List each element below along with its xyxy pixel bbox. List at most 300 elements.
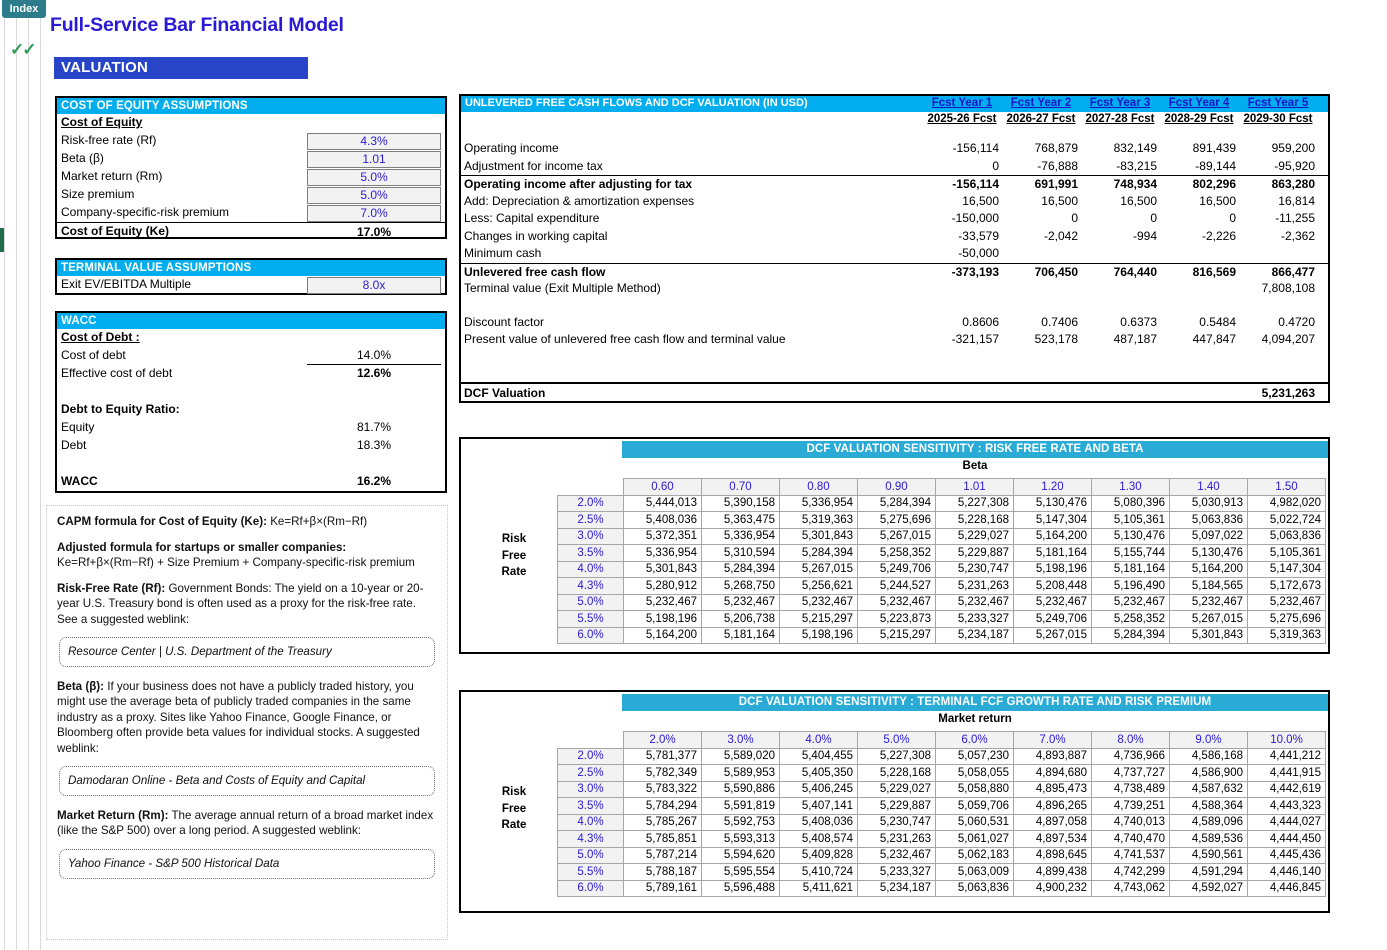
page-title: Full-Service Bar Financial Model [50,14,344,36]
row-label: Terminal value (Exit Multiple Method) [464,281,661,295]
row-label: Market return (Rm) [61,169,163,183]
cell-value: -95,920 [1274,158,1315,173]
row-header[interactable]: 5.5% [558,611,624,628]
cell-value: 5,208,448 [1014,578,1092,595]
cell-value: 0.8606 [962,314,999,329]
cell-value: 5,232,467 [1248,594,1326,611]
cell-value: -321,157 [951,332,999,346]
cell-value: 5,284,394 [780,545,858,562]
row-label: Changes in working capital [464,228,608,243]
cell-value: 4,982,020 [1248,495,1326,512]
column-header[interactable]: 9.0% [1170,732,1248,749]
sheet-grid-line [40,18,41,950]
table-row [558,594,1326,611]
cell-value: 5,181,164 [1014,545,1092,562]
column-header[interactable]: 0.90 [858,479,936,496]
cell-value: 691,991 [1034,177,1078,191]
cell-value: 4,589,096 [1170,814,1248,831]
cell-value: 866,477 [1271,264,1315,279]
cell-value: 5,227,308 [936,495,1014,512]
column-header[interactable]: 0.70 [702,479,780,496]
cell-value: 5,284,394 [702,561,780,578]
cell-value: 5,097,022 [1170,528,1248,545]
cell-value: 4,897,534 [1014,831,1092,848]
cell-value: -150,000 [951,211,999,225]
row-label: Present value of unlevered free cash flow and terminal value [464,332,786,346]
row-label: Operating income [464,141,559,155]
table-header-row [558,479,1326,496]
cell-value: 5,223,873 [858,611,936,628]
dcf-year-header-3: Fcst Year 3 [1089,97,1151,109]
debt-to-equity-title: Debt to Equity Ratio: [61,402,180,416]
cell-value: 5,336,954 [780,495,858,512]
column-header[interactable]: 3.0% [702,732,780,749]
cell-value: -2,226 [1201,228,1236,243]
dcf-year-header-5: Fcst Year 5 [1247,97,1309,109]
cell-value: 5,022,724 [1248,512,1326,529]
sensitivity-1-column-axis-label: Beta [962,460,988,472]
cell-value: 4,590,561 [1170,847,1248,864]
column-header[interactable]: 6.0% [936,732,1014,749]
cell-value: -50,000 [958,246,999,260]
table-row [558,561,1326,578]
dcf-valuation-total-row [461,382,1328,401]
cell-value: 5,406,245 [780,781,858,798]
cell-value: 16,500 [1041,193,1078,208]
table-row [558,814,1326,831]
capm-formula-label: CAPM formula for Cost of Equity (Ke): [57,515,267,528]
cell-value: 5,258,352 [858,545,936,562]
cell-value: 768,879 [1034,141,1078,155]
cell-value: 5,058,880 [936,781,1014,798]
table-row [57,365,445,383]
cell-value: 5,147,304 [1248,561,1326,578]
cell-value: 5,788,187 [624,864,702,881]
cell-value: 16,500 [1120,193,1157,208]
cell-value: 4,738,489 [1092,781,1170,798]
cell-value: 4,444,450 [1248,831,1326,848]
cell-value: 5,215,297 [858,627,936,644]
cell-value: 0.4720 [1278,314,1315,329]
table-row [461,210,1328,228]
table-row [558,765,1326,782]
column-header[interactable]: 1.01 [936,479,1014,496]
cell-value: 4,444,027 [1248,814,1326,831]
table-row [558,798,1326,815]
row-header[interactable]: 5.5% [558,864,624,881]
treasury-weblink[interactable]: Resource Center | U.S. Department of the Treasury [59,637,435,667]
cost-of-debt-title-row [57,329,445,347]
table-row [57,150,445,168]
cell-value: 5,405,350 [780,765,858,782]
cell-value: -373,193 [951,264,999,279]
beta-label: Beta (β): [57,679,105,693]
dcf-valuation-total: 5,231,263 [1261,386,1315,400]
cost-of-equity-subhead: Cost of Equity [61,115,143,129]
cell-value: 5,172,673 [1248,578,1326,595]
sensitivity-1-grid [557,478,1326,644]
row-header[interactable]: 2.5% [558,765,624,782]
cell-value: 4,899,438 [1014,864,1092,881]
cell-value: 0.5484 [1199,314,1236,329]
cell-value: 487,187 [1113,332,1157,346]
dcf-year-subheader-5: 2029-30 Fcst [1243,113,1313,125]
table-row [57,473,445,491]
dcf-year-header-1: Fcst Year 1 [931,97,993,109]
table-row [461,245,1328,263]
cost-of-equity-header: COST OF EQUITY ASSUMPTIONS [57,98,445,114]
table-row [558,578,1326,595]
column-header[interactable]: 10.0% [1248,732,1326,749]
row-header[interactable]: 5.0% [558,594,624,611]
cell-value: -156,114 [952,177,999,191]
cell-value: 4,893,887 [1014,748,1092,765]
cell-value: 5,408,036 [780,814,858,831]
cell-value: 5,080,396 [1092,495,1170,512]
cell-value: 5,310,594 [702,545,780,562]
table-row [558,847,1326,864]
cell-value: 5,593,313 [702,831,780,848]
grid-corner [558,479,624,496]
cell-value: 5,234,187 [936,627,1014,644]
table-row [57,168,445,186]
adjusted-formula-label: Adjusted formula for startups or smaller companies: [57,540,347,554]
cell-value: 5,284,394 [858,495,936,512]
cell-value: 5,198,196 [624,611,702,628]
spacer-row [57,455,445,473]
cell-value: 5,404,455 [780,748,858,765]
row-label: DCF Valuation [464,386,546,400]
cell-value: 4,441,212 [1248,748,1326,765]
dcf-year-header-2: Fcst Year 2 [1010,97,1072,109]
cell-value: -89,144 [1195,158,1236,173]
cell-value: 5,181,164 [1092,561,1170,578]
capm-formula-text: Ke=Rf+β×(Rm−Rf) [270,515,368,528]
terminal-value-panel [55,258,447,295]
cell-value: -76,888 [1037,158,1078,173]
table-row [558,512,1326,529]
cell-value: 5,233,327 [936,611,1014,628]
cell-value: 5,198,196 [780,627,858,644]
row-header[interactable]: 3.5% [558,798,624,815]
cell-value: 5,319,363 [1248,627,1326,644]
table-row [57,347,445,365]
cell-value: 5,229,027 [936,528,1014,545]
row-header[interactable]: 2.0% [558,495,624,512]
row-header[interactable]: 4.3% [558,578,624,595]
cell-value: 5,230,747 [936,561,1014,578]
cell-value: 4,898,645 [1014,847,1092,864]
cell-value: 4,894,680 [1014,765,1092,782]
column-header[interactable]: 5.0% [858,732,936,749]
axis-label-line: Rate [501,819,527,831]
dcf-table-header [461,96,1328,112]
dcf-table-title: UNLEVERED FREE CASH FLOWS AND DCF VALUATION (IN USD) [465,97,808,109]
table-row [558,627,1326,644]
table-row [558,528,1326,545]
cell-value: 4,741,537 [1092,847,1170,864]
capm-notes-panel [46,505,448,940]
cell-value: 0.6373 [1120,314,1157,329]
cell-value: 4,592,027 [1170,880,1248,897]
cell-value: 0.7406 [1041,314,1078,329]
cell-value: 5,232,467 [624,594,702,611]
row-header[interactable]: 4.3% [558,831,624,848]
cell-value: 5,198,196 [1014,561,1092,578]
debt-weight-value: 18.3% [356,438,392,452]
cell-value: 5,301,843 [1170,627,1248,644]
cell-value: 5,267,015 [1170,611,1248,628]
row-header[interactable]: 4.0% [558,561,624,578]
row-header[interactable]: 6.0% [558,627,624,644]
table-row [461,263,1328,281]
cell-value: 5,232,467 [702,594,780,611]
exit-ev-ebitda-multiple-input[interactable]: 8.0x [307,277,441,294]
cell-value: 5,058,055 [936,765,1014,782]
cell-value: 5,408,574 [780,831,858,848]
row-label: Beta (β) [61,151,104,165]
dcf-year-subheader-3: 2027-28 Fcst [1085,113,1155,125]
cell-value: 5,411,621 [780,880,858,897]
cell-value: 5,781,377 [624,748,702,765]
cell-value: 5,232,467 [858,594,936,611]
cell-value: 5,787,214 [624,847,702,864]
cell-value: -156,114 [952,141,999,155]
cell-value: 5,244,527 [858,578,936,595]
cell-value: 4,589,536 [1170,831,1248,848]
cell-value: 5,057,230 [936,748,1014,765]
sensitivity-table-terminal-growth-risk-premium [459,690,1330,913]
cell-value: 4,742,299 [1092,864,1170,881]
table-row [461,331,1328,349]
sheet-grid-line [4,18,5,950]
cell-value: 5,232,467 [1170,594,1248,611]
cell-value: 5,408,036 [624,512,702,529]
damodaran-weblink[interactable]: Damodaran Online - Beta and Costs of Equity and Capital [59,766,435,796]
cell-value: 4,586,900 [1170,765,1248,782]
cell-value: 5,319,363 [780,512,858,529]
cell-value: 4,740,013 [1092,814,1170,831]
cell-value: 5,206,738 [702,611,780,628]
cell-value: 5,105,361 [1092,512,1170,529]
cell-value: 5,267,015 [858,528,936,545]
cell-value: 4,591,294 [1170,864,1248,881]
column-header[interactable]: 4.0% [780,732,858,749]
cell-value: 5,232,467 [1014,594,1092,611]
cell-value: 5,228,168 [936,512,1014,529]
row-label: Add: Depreciation & amortization expenses [464,193,695,208]
column-header[interactable]: 2.0% [624,732,702,749]
market-return-text: The average annual return of a broad market index (like the S&P 500) over a long period. A suggested weblink: [57,808,434,838]
cell-value: 4,896,265 [1014,798,1092,815]
cell-value: 5,063,009 [936,864,1014,881]
cell-value: 5,231,263 [936,578,1014,595]
cell-value: -33,579 [958,228,999,243]
cell-value: 5,232,467 [858,847,936,864]
effective-cost-of-debt-value: 12.6% [356,366,392,380]
cell-value: 748,934 [1113,177,1157,191]
cell-value: 4,740,470 [1092,831,1170,848]
table-row [558,611,1326,628]
cell-value: 5,783,322 [624,781,702,798]
yahoo-finance-weblink[interactable]: Yahoo Finance - S&P 500 Historical Data [59,849,435,879]
table-row [57,437,445,455]
cell-value: 5,231,263 [858,831,936,848]
adjusted-formula-text: Ke=Rf+β×(Rm−Rf) + Size Premium + Company-specific-risk premium [57,556,415,570]
column-header[interactable]: 8.0% [1092,732,1170,749]
row-label: Exit EV/EBITDA Multiple [61,277,192,291]
risk-free-rate-text: Government Bonds: The yield on a 10-year or 20-year U.S. Treasury bond is often used as a proxy for the risk-free rate. See a suggested weblink: [57,581,424,626]
cell-value: 5,164,200 [1014,528,1092,545]
cell-value: 5,789,161 [624,880,702,897]
debt-to-equity-title-row [57,401,445,419]
cell-value: -994 [1132,228,1157,243]
table-row [558,880,1326,897]
cell-value: 5,232,467 [1092,594,1170,611]
column-header[interactable]: 7.0% [1014,732,1092,749]
cell-value: 863,280 [1271,177,1315,191]
cell-value: 5,589,953 [702,765,780,782]
row-header[interactable]: 3.0% [558,781,624,798]
cell-value: 5,181,164 [702,627,780,644]
cell-value: -2,042 [1043,228,1078,243]
cell-value: 0 [1150,211,1157,225]
wacc-header: WACC [57,313,445,329]
cell-value: 5,215,297 [780,611,858,628]
sheet-grid-line [28,18,29,950]
row-label: Effective cost of debt [61,366,173,380]
risk-free-rate-label: Risk-Free Rate (Rf): [57,581,166,595]
table-row [461,140,1328,158]
beta-input[interactable]: 1.01 [307,151,441,168]
cell-value: 5,063,836 [1248,528,1326,545]
cell-value: 0 [992,158,999,173]
cell-value: 5,268,750 [702,578,780,595]
cell-value: 5,301,843 [624,561,702,578]
cell-value: 5,590,886 [702,781,780,798]
cell-value: 706,450 [1034,264,1078,279]
table-row [57,222,445,240]
table-header-row [558,732,1326,749]
cell-value: 5,372,351 [624,528,702,545]
cell-value: 16,500 [1199,193,1236,208]
cell-value: 5,407,141 [780,798,858,815]
cell-value: 5,232,467 [936,594,1014,611]
cell-value: 5,059,706 [936,798,1014,815]
company-specific-risk-premium-input[interactable]: 7.0% [307,205,441,222]
table-row [461,280,1328,298]
row-header[interactable]: 3.0% [558,528,624,545]
cell-value: 5,196,490 [1092,578,1170,595]
cell-value: 447,847 [1192,332,1236,346]
cell-value: 5,228,168 [858,765,936,782]
cell-value: 4,737,727 [1092,765,1170,782]
cell-value: 4,443,323 [1248,798,1326,815]
row-label: Debt [61,438,87,452]
cell-value: 5,267,015 [1014,627,1092,644]
column-header[interactable]: 1.20 [1014,479,1092,496]
cell-value: 4,445,436 [1248,847,1326,864]
column-header[interactable]: 0.60 [624,479,702,496]
cost-of-equity-subhead-row [57,114,445,132]
adjusted-formula-note [57,540,437,571]
cell-value: 5,030,913 [1170,495,1248,512]
section-banner-valuation: VALUATION [54,57,308,79]
cell-value: 5,594,620 [702,847,780,864]
cell-value: 4,588,364 [1170,798,1248,815]
cell-value: -2,362 [1280,228,1315,243]
cell-value: 4,895,473 [1014,781,1092,798]
row-header[interactable]: 2.5% [558,512,624,529]
cell-value: 5,061,027 [936,831,1014,848]
cell-value: 5,591,819 [702,798,780,815]
market-return-label: Market Return (Rm): [57,808,169,822]
axis-label-line: Risk [501,533,527,545]
size-premium-input[interactable]: 5.0% [307,187,441,204]
cell-value: 4,897,058 [1014,814,1092,831]
cell-value: 523,178 [1034,332,1078,346]
wacc-panel [55,311,447,493]
cell-value: 5,410,724 [780,864,858,881]
row-header[interactable]: 2.0% [558,748,624,765]
cell-value: 0 [1071,211,1078,225]
spacer-row [57,383,445,401]
row-header[interactable]: 3.5% [558,545,624,562]
spacer-row [461,298,1328,314]
dcf-year-subheader-1: 2025-26 Fcst [927,113,997,125]
cell-value: 5,063,836 [1170,512,1248,529]
column-header[interactable]: 1.30 [1092,479,1170,496]
table-row [558,495,1326,512]
capm-formula-note [57,514,437,530]
row-label: Risk-free rate (Rf) [61,133,157,147]
risk-free-rate-input[interactable]: 4.3% [307,133,441,150]
row-header[interactable]: 5.0% [558,847,624,864]
cell-value: 5,229,887 [936,545,1014,562]
cell-value: 5,275,696 [1248,611,1326,628]
market-return-input[interactable]: 5.0% [307,169,441,186]
table-row [558,781,1326,798]
sensitivity-table-risk-free-rate-beta [459,437,1330,654]
table-row [57,132,445,150]
cell-value: 891,439 [1192,141,1236,155]
table-row [57,276,445,294]
cell-value: 5,785,267 [624,814,702,831]
table-row [57,186,445,204]
row-header[interactable]: 6.0% [558,880,624,897]
column-header[interactable]: 0.80 [780,479,858,496]
table-row [461,314,1328,332]
axis-label-line: Rate [501,566,527,578]
index-tab-button[interactable]: Index [2,0,46,18]
cell-value: 5,363,475 [702,512,780,529]
row-header[interactable]: 4.0% [558,814,624,831]
column-header[interactable]: 1.40 [1170,479,1248,496]
cell-value: 0 [1229,211,1236,225]
cell-value: 832,149 [1113,141,1157,155]
table-row [558,864,1326,881]
table-row [558,831,1326,848]
cost-of-equity-panel [55,96,447,239]
cell-value: 4,442,619 [1248,781,1326,798]
cell-value: 16,814 [1278,193,1315,208]
cell-value: 5,147,304 [1014,512,1092,529]
sensitivity-1-row-axis-label [471,531,557,581]
axis-label-line: Risk [501,786,527,798]
cell-value: 5,232,467 [780,594,858,611]
cell-value: 5,444,013 [624,495,702,512]
column-header[interactable]: 1.50 [1248,479,1326,496]
